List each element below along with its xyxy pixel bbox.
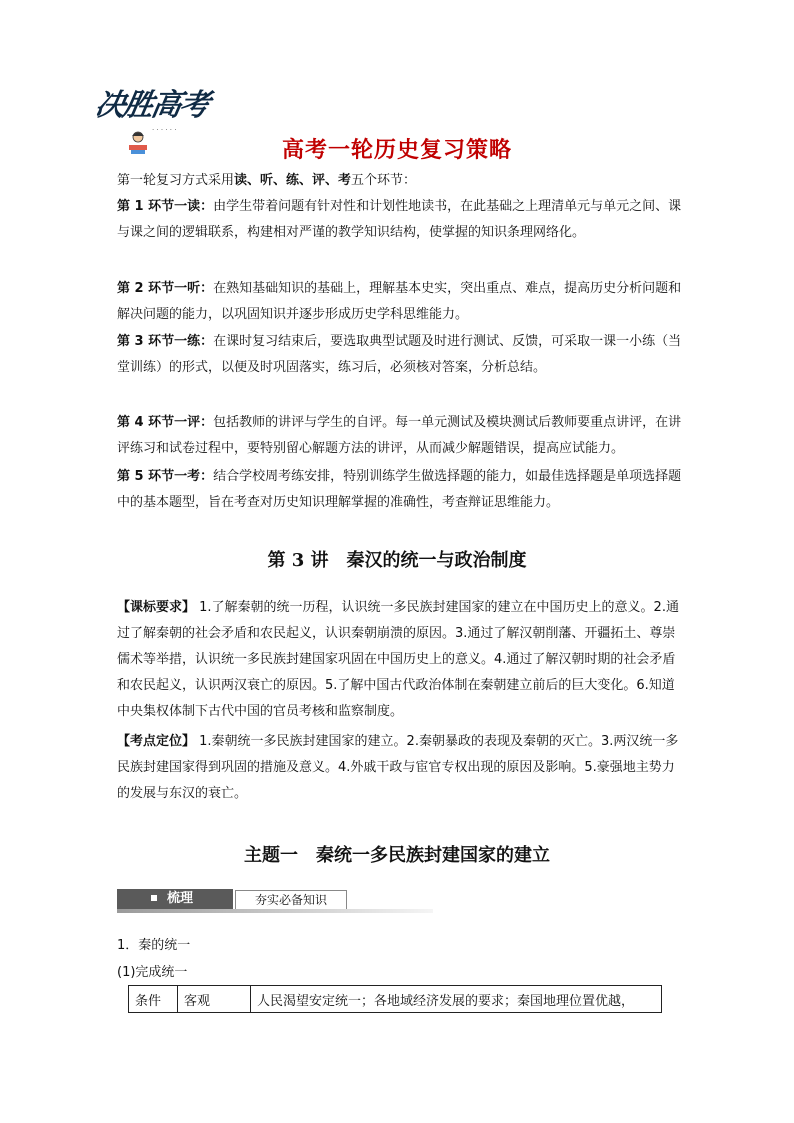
step-1 [117,194,685,246]
topic-title: 主题一 秦统一多民族封建国家的建立 [244,845,550,866]
logo-text: 决胜高考 [92,88,211,123]
unification-table [128,985,662,1013]
banner-underline [117,909,433,913]
curriculum-label: 【课标要求】 [117,600,196,615]
step-3-label: 第 3 环节一练： [117,334,214,349]
step-1-text: 由学生带着问题有针对性和计划性地读书，在此基础之上理清单元与单元之间、课与课之间的逻辑联系，构建相对严谨的教学知识结构，使掌握的知识条理网络化。 [117,199,682,240]
exam-points-text: 1.秦朝统一多民族封建国家的建立。2.秦朝暴政的表现及秦朝的灭亡。3.两汉统一多民族封建国家得到巩固的措施及意义。4.外戚干政与宦官专权出现的原因及影响。5.豪强地主势力的发展与东汉的衰亡。 [117,734,679,801]
step-1-label: 第 1 环节一读： [117,199,214,214]
step-4-label: 第 4 环节一评： [117,415,214,430]
exam-points-label: 【考点定位】 [117,734,196,749]
page-title: 高考一轮历史复习策略 [281,138,512,163]
banner-dark-tab [117,889,233,909]
intro-bold: 读、听、练、评、考 [234,173,352,188]
intro-suffix: 五个环节： [351,173,417,188]
table-cell: 客观 [178,986,251,1013]
table-row [129,986,662,1013]
step-5-label: 第 5 环节一考： [117,469,214,484]
step-5 [117,464,685,516]
square-bullet-icon [151,895,157,901]
step-4-text: 包括教师的讲评与学生的自评。每一单元测试及模块测试后教师要重点讲评，在讲评练习和试卷过程中，要特别留心解题方法的讲评，从而减少解题错误，提高应试能力。 [117,415,682,456]
curriculum-text: 1.了解秦朝的统一历程，认识统一多民族封建国家的建立在中国历史上的意义。2.通过了解秦朝的社会矛盾和农民起义，认识秦朝崩溃的原因。3.通过了解汉朝削藩、开疆拓土、尊崇儒术等举措，认识统一多民族封建国家巩固在中国历史上的意义。4.通过了解汉朝时期的社会矛盾和农民起义，认识两汉衰亡的原因。5.了解中国古代政治体制在秦朝建立前后的巨大变化。6.知道中央集权体制下古代中国的官员考核和监察制度。 [117,600,679,719]
step-4 [117,410,685,462]
curriculum-paragraph [117,595,685,725]
banner-dark-label: 梳理 [167,891,194,906]
step-3 [117,329,685,381]
section-heading: 1．秦的统一 [117,938,191,953]
logo-decoration: · · · · · · [152,126,177,134]
table-cell: 人民渴望安定统一；各地域经济发展的要求；秦国地理位置优越， [251,986,662,1013]
step-2-text: 在熟知基础知识的基础上，理解基本史实，突出重点、难点，提高历史分析问题和解决问题的能力，以巩固知识并逐步形成历史学科思维能力。 [117,281,682,322]
step-3-text: 在课时复习结束后，要选取典型试题及时进行测试、反馈，可采取一课一小练（当堂训练）的形式，以便及时巩固落实，练习后，必须核对答案，分析总结。 [117,334,682,375]
section-banner [117,889,433,913]
subsection-heading: (1)完成统一 [117,965,188,980]
step-2 [117,276,685,328]
intro-paragraph [117,168,685,194]
step-2-label: 第 2 环节一听： [117,281,214,296]
lecture-title: 第 3 讲 秦汉的统一与政治制度 [267,550,527,571]
intro-prefix: 第一轮复习方式采用 [117,173,235,188]
step-5-text: 结合学校周考练安排，特别训练学生做选择题的能力，如最佳选择题是单项选择题中的基本题型，旨在考查对历史知识理解掌握的准确性，考查辩证思维能力。 [117,469,682,510]
table-cell: 条件 [129,986,178,1013]
banner-light-tab: 夯实必备知识 [235,890,347,910]
exam-points-paragraph [117,729,685,807]
